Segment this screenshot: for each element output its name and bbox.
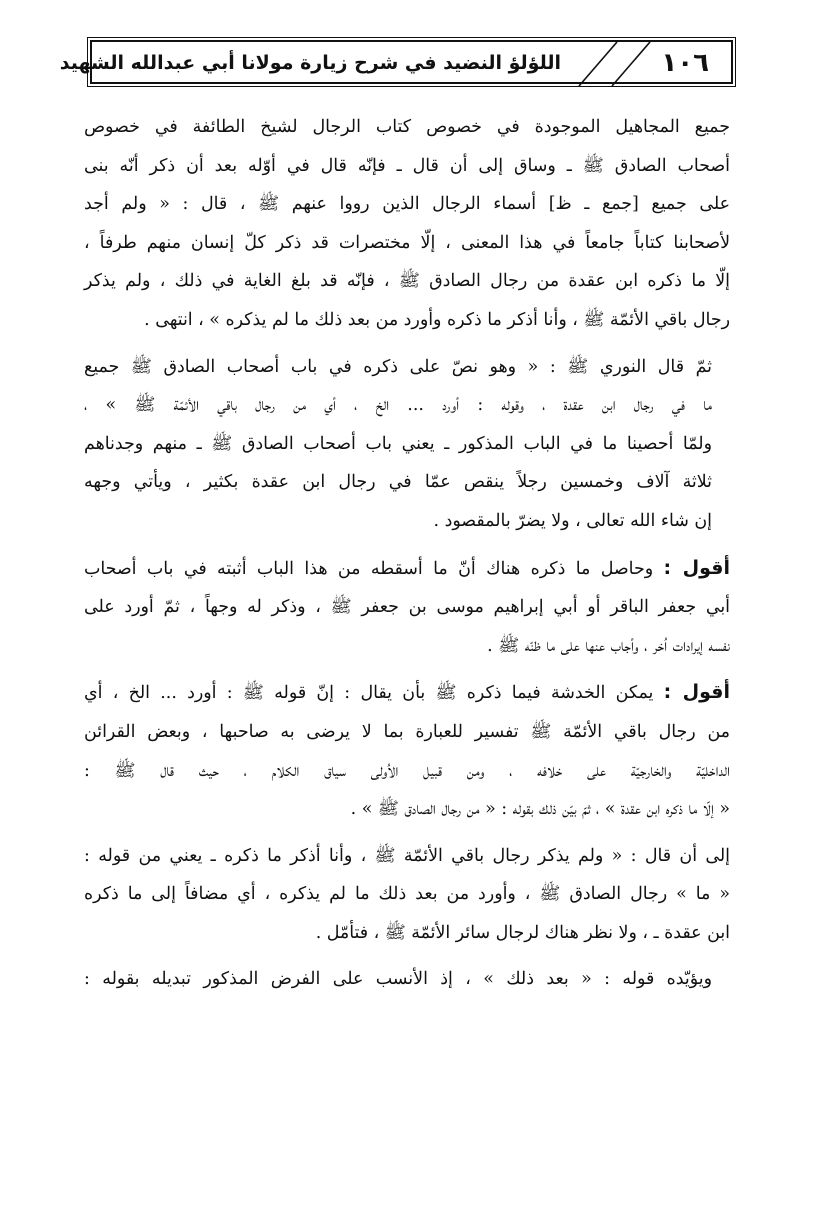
divider-slash-left bbox=[579, 42, 617, 86]
text-line: أبي جعفر الباقر أو أبي إبراهيم موسى بن جعفر ﷺ ، وذكر له وجهاً ، ثمّ أورد على bbox=[84, 597, 730, 618]
text-segment: وحاصل ما ذكره هناك أنّ ما أسقطه من هذا الباب أثبته في باب أصحاب bbox=[84, 558, 664, 579]
text-line: إلى أن قال : « ولم يذكر رجال باقي الأئمّة ﷺ ، وأنا أذكر ما ذكره ـ يعني من قوله : bbox=[84, 845, 730, 866]
text-line: « ما » رجال الصادق ﷺ ، وأورد من بعد ذلك ما لم يذكره ، أي مضافاً إلى ما ذكره bbox=[84, 884, 730, 905]
text-line: جميع المجاهيل الموجودة في خصوص كتاب الرجال لشيخ الطائفة في خصوص bbox=[84, 117, 730, 137]
text-line: من رجال باقي الأئمّة ﷺ تفسير للعبارة بما لا يرضى به صاحبها ، وبعض القرائن bbox=[84, 721, 730, 742]
paragraph-5 bbox=[84, 837, 730, 953]
page-body bbox=[84, 108, 730, 1007]
text-line: إلّا ما ذكره ابن عقدة من رجال الصادق ﷺ ، فإنّه قد بلغ الغاية في ذلك ، ولم يذكر bbox=[84, 271, 730, 292]
text-line: الداخليّة والخارجيّة على خلافه ، ومن قبيل الاُولى سياق الكلام ، حيث قال ﷺ : bbox=[84, 760, 730, 781]
divider-slash-right bbox=[612, 42, 650, 86]
paragraph-2 bbox=[84, 348, 730, 541]
text-line: ويؤيّده قوله : « بعد ذلك » ، إذ الأنسب على الفرض المذكور تبديله بقوله : bbox=[84, 969, 712, 990]
text-line: إن شاء الله تعالى ، ولا يضرّ بالمقصود . bbox=[433, 510, 712, 531]
running-title: اللؤلؤ النضيد في شرح زيارة مولانا أبي عبدالله الشهيد bbox=[59, 52, 561, 74]
text-line: على جميع [جمع ـ ظ] أسماء الرجال الذين رووا عنهم ﷺ ، قال : « ولم أجد bbox=[84, 194, 730, 215]
page-number: ١٠٦ bbox=[661, 48, 709, 78]
text-segment: يمكن الخدشة فيما ذكره ﷺ بأن يقال : إنّ قوله ﷺ : أورد ... الخ ، أي bbox=[84, 683, 664, 704]
text-line: رجال باقي الأئمّة ﷺ ، وأنا أذكر ما ذكره وأورد من بعد ذلك ما لم يذكره » ، انتهى . bbox=[144, 309, 730, 330]
paragraph-3 bbox=[84, 549, 730, 666]
paragraph-4 bbox=[84, 673, 730, 828]
paragraph-6 bbox=[84, 960, 730, 999]
running-header bbox=[59, 40, 733, 84]
paragraph-lead: أقول : bbox=[663, 681, 730, 704]
text-line: ما في رجال ابن عقدة ، وقوله : أورد ... الخ ، أي من رجال باقي الأئمّة ﷺ » ، bbox=[84, 395, 712, 416]
text-line: لأصحابنا كتاباً جامعاً في هذا المعنى ، إلّا مختصرات قد ذكر كلّ إنسان منهم طرفاً ، bbox=[84, 232, 730, 253]
text-line: ابن عقدة ـ ، ولا نظر هناك لرجال سائر الأئمّة ﷺ ، فتأمّل . bbox=[315, 922, 730, 943]
text-line: « إلّا ما ذكره ابن عقدة » ، ثمّ بيّن ذلك بقوله : « من رجال الصادق ﷺ » . bbox=[350, 799, 730, 820]
text-line bbox=[84, 549, 730, 589]
text-line bbox=[84, 673, 730, 713]
text-line: ثمّ قال النوري ﷺ : « وهو نصّ على ذكره في باب أصحاب الصادق ﷺ جميع bbox=[84, 356, 712, 377]
text-line: نفسه إيرادات اُخر ، وأجاب عنها على ما ظنّه ﷺ . bbox=[487, 635, 730, 656]
text-line: أصحاب الصادق ﷺ ـ وساق إلى أن قال ـ فإنّه قال في أوّله بعد أن ذكر أنّه بنى bbox=[84, 155, 730, 176]
paragraph-lead: أقول : bbox=[663, 556, 730, 579]
paragraph-1 bbox=[84, 108, 730, 340]
text-line: ولمّا أحصينا ما في الباب المذكور ـ يعني باب أصحاب الصادق ﷺ ـ منهم وجدناهم bbox=[84, 433, 712, 454]
text-line: ثلاثة آلاف وخمسين رجلاً ينقص عمّا في رجال ابن عقدة بكثير ، ويأتي وجهه bbox=[84, 472, 712, 493]
